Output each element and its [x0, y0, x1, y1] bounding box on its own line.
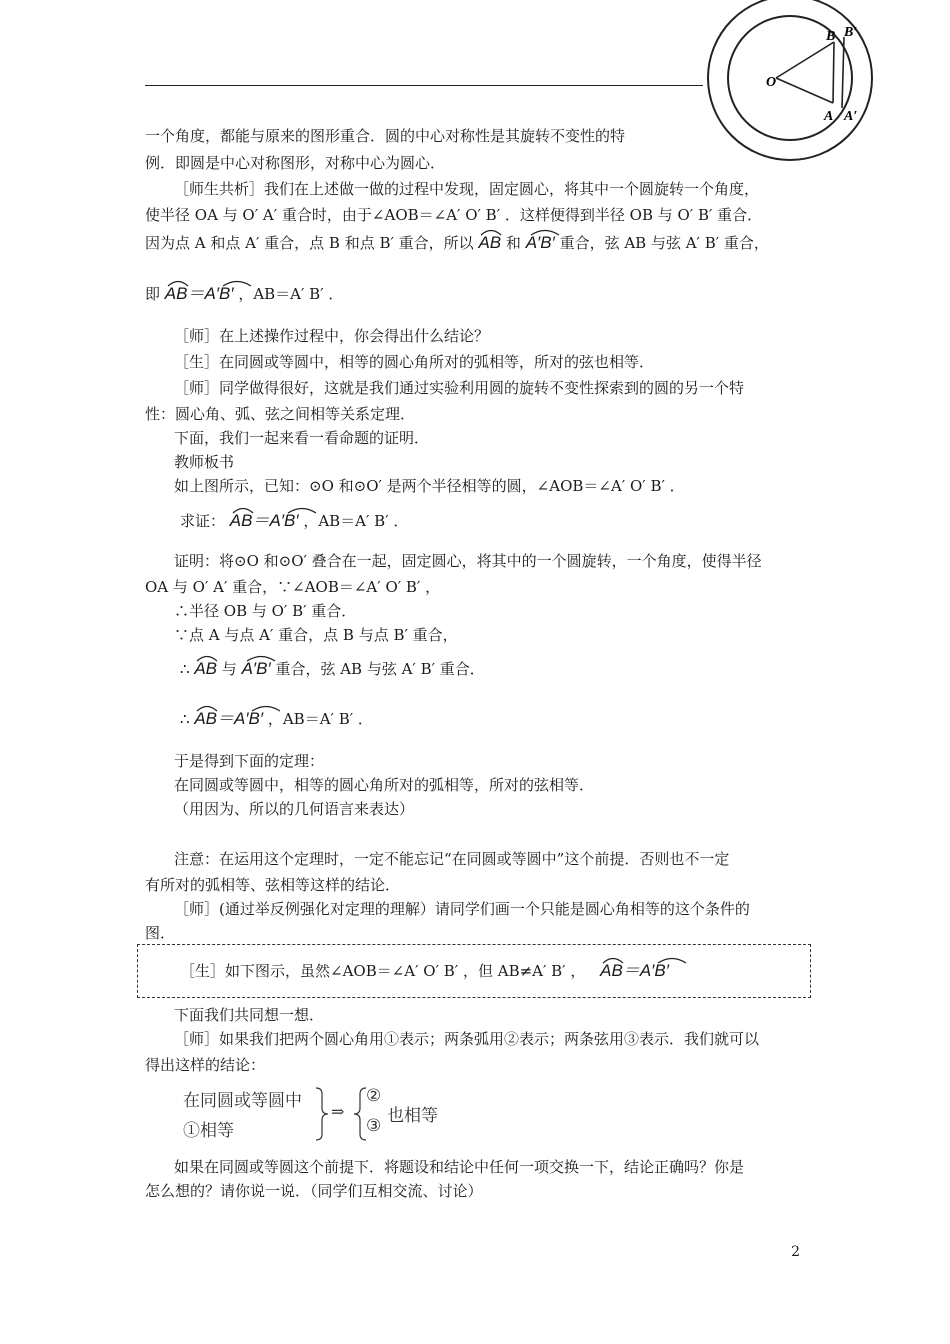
line-19-part-a: ∴ [180, 660, 190, 678]
text-line-8: ［生］在同圆或等圆中，相等的圆心角所对的弧相等，所对的弦也相等． [174, 353, 655, 371]
text-line-11: 下面，我们一起来看一看命题的证明． [174, 429, 430, 447]
text-line-29: 下面我们共同想一想． [174, 1006, 325, 1024]
scheme-result-tail: 也相等 [387, 1106, 438, 1125]
label-Bp: B′ [844, 25, 858, 40]
arc-equation-2-text: AB＝A′B′ [229, 511, 299, 530]
text-line-3: ［师生共析］我们在上述做一做的过程中发现，固定圆心，将其中一个圆旋转一个角度， [174, 180, 760, 198]
line-6-part-b: ，AB＝A′ B′ ． [238, 285, 344, 303]
line-14-part-b: ，AB＝A′ B′ ． [303, 512, 409, 530]
text-line-21: 于是得到下面的定理： [174, 752, 325, 770]
label-Ap: A′ [844, 109, 858, 124]
text-line-35: 怎么想的？请你说一说．（同学们互相交流、讨论） [145, 1182, 483, 1200]
text-line-27: 图． [145, 924, 176, 942]
line-19-part-c: 重合，弦 AB 与弦 A′ B′ 重合． [275, 660, 485, 678]
text-line-22: 在同圆或等圆中，相等的圆心角所对的弧相等，所对的弦相等． [174, 776, 595, 794]
arc-ab-2-text: AB [194, 659, 218, 678]
label-B: B [826, 29, 836, 44]
page-number: 2 [791, 1244, 800, 1260]
arc-equation-4 [600, 960, 669, 982]
line-19-part-b: 与 [221, 660, 237, 678]
text-line-31: 得出这样的结论： [145, 1056, 266, 1074]
scheme-cond-1: 在同圆或等圆中 [183, 1091, 302, 1110]
text-line-1: 一个角度，都能与原来的图形重合．圆的中心对称性是其旋转不变性的特 [145, 127, 626, 145]
text-line-28 [180, 960, 669, 982]
line-5-part-a: 因为点 A 和点 A′ 重合，点 B 和点 B′ 重合，所以 [145, 234, 474, 252]
arc-apbp-2-text: A′B′ [241, 659, 271, 678]
text-line-12: 教师板书 [174, 453, 235, 471]
line-28-part-a: ［生］如下图示，虽然∠AOB＝∠A′ O′ B′ ，但 AB≠A′ B′ ， [180, 962, 586, 980]
text-line-24: 注意：在运用这个定理时，一定不能忘记“在同圆或等圆中”这个前提．否则也不一定 [174, 850, 730, 868]
text-line-5 [145, 232, 769, 254]
line-6-part-a: 即 [145, 285, 161, 303]
text-line-15: 证明：将⊙O 和⊙O′ 叠合在一起，固定圆心，将其中的一个圆旋转，一个角度，使得半径 [174, 552, 762, 570]
text-line-16: OA 与 O′ A′ 重合，∵∠AOB＝∠A′ O′ B′ ， [145, 578, 441, 596]
text-line-9: ［师］同学做得很好，这就是我们通过实验利用圆的旋转不变性探索到的圆的另一个特 [174, 379, 745, 397]
arc-ab-text: AB [478, 233, 502, 252]
header-rule [145, 85, 703, 86]
arc-apbp [526, 232, 555, 254]
text-line-7: ［师］在上述操作过程中，你会得出什么结论？ [174, 327, 490, 345]
arc-equation-3 [194, 708, 263, 730]
arc-equation-2 [230, 510, 299, 532]
label-A: A [824, 109, 834, 124]
text-line-17: ∴半径 OB 与 O′ B′ 重合． [174, 602, 357, 620]
line-5-part-c: 重合，弦 AB 与弦 A′ B′ 重合， [559, 234, 769, 252]
scheme-result-1: ② [366, 1086, 382, 1105]
line-14-part-a: 求证： [180, 512, 226, 530]
line-20-part-a: ∴ [180, 710, 190, 728]
line-5-part-b: 和 [505, 234, 521, 252]
text-line-6 [145, 283, 343, 305]
arc-equation-1-text: AB＝A′B′ [164, 284, 234, 303]
circle-figure [706, 0, 888, 178]
right-brace-icon [314, 1086, 330, 1142]
arc-equation-3-text: AB＝A′B′ [194, 709, 264, 728]
arc-ab-2 [194, 658, 217, 680]
arc-equation-4-text: AB＝A′B′ [600, 961, 669, 980]
line-20-part-b: ，AB＝A′ B′ ． [267, 710, 373, 728]
text-line-13: 如上图所示，已知：⊙O 和⊙O′ 是两个半径相等的圆，∠AOB＝∠A′ O′ B′ ． [174, 477, 685, 495]
text-line-26: ［师］(通过举反例强化对定理的理解）请同学们画一个只能是圆心角相等的这个条件的 [174, 900, 750, 918]
scheme-cond-2: ①相等 [183, 1121, 234, 1140]
text-line-14 [180, 510, 408, 532]
text-line-34: 如果在同圆或等圆这个前提下．将题设和结论中任何一项交换一下，结论正确吗？你是 [174, 1158, 745, 1176]
text-line-30: ［师］如果我们把两个圆心角用①表示；两条弧用②表示；两条弦用③表示．我们就可以 [174, 1030, 760, 1048]
text-line-10: 性：圆心角、弧、弦之间相等关系定理． [145, 405, 416, 423]
label-O: O [766, 75, 777, 90]
arc-equation-1 [165, 283, 234, 305]
text-line-25: 有所对的弧相等、弦相等这样的结论． [145, 876, 401, 894]
arc-ab [478, 232, 501, 254]
arc-apbp-text: A′B′ [525, 233, 555, 252]
text-line-23: （用因为、所以的几何语言来表达） [174, 800, 415, 818]
text-line-19 [180, 658, 485, 680]
implies-arrow-icon: ⇒ [331, 1102, 345, 1121]
arc-apbp-2 [242, 658, 271, 680]
scheme-result-2: ③ [366, 1116, 382, 1135]
text-line-18: ∵点 A 与点 A′ 重合，点 B 与点 B′ 重合， [174, 626, 458, 644]
text-line-4: 使半径 OA 与 O′ A′ 重合时，由于∠AOB＝∠A′ O′ B′ ．这样便得到半径 OB 与 O′ B′ 重合． [145, 206, 763, 224]
text-line-20 [180, 708, 373, 730]
text-line-2: 例．即圆是中心对称图形，对称中心为圆心． [145, 154, 446, 172]
